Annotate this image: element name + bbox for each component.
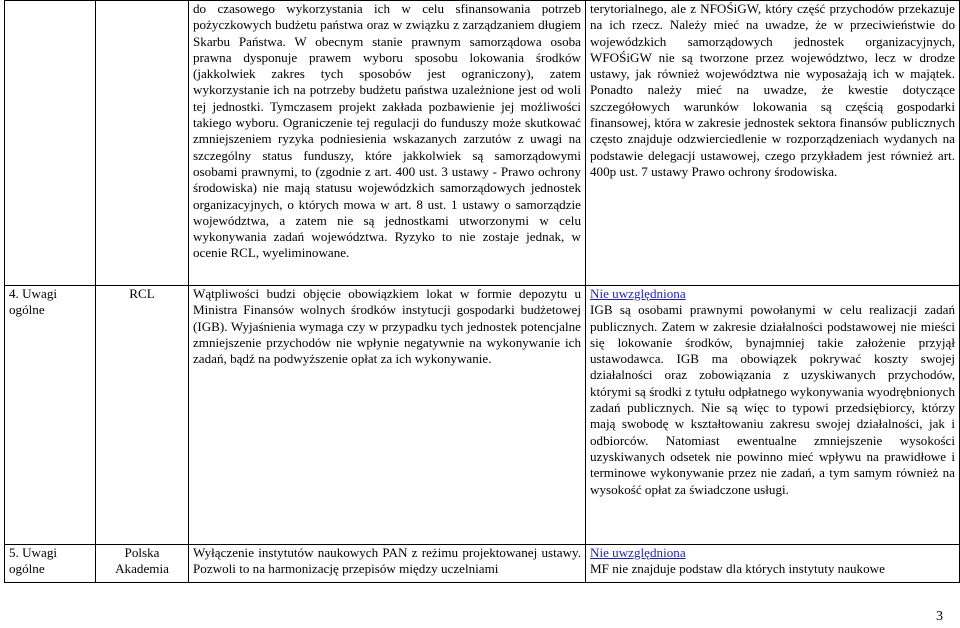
author-cell (96, 1, 189, 286)
response-cell (586, 1, 960, 286)
response-cell (586, 545, 960, 583)
response-text: IGB są osobami prawnymi powołanymi w celu realizacji zadań publicznych. Zatem w zakresie działalności podstawowej nie mieści się lokowanie środków, bynajmniej takie założenie przyjął ustawodawca. IGB ma obowiązek pokrywać koszty swojej działalności oraz zobowiązania z uzyskiwanych przychodów, którymi są środki z tytułu odpłatnego wykonywania wyodrębnionych zadań publicznych. Nie są więc to typowi przedsiębiorcy, którzy mają swobodę w kształtowaniu zakresu swojej działalności, jak i odbiorców. Natomiast ewentualne zmniejszenie wysokości uzyskiwanych odsetek nie powinno mieć wpływu na prawidłowe i terminowe wykonywanie przez nie zadań, a tym samym również na wysokość opłat za świadczone usługi. (590, 302, 955, 497)
comments-table (4, 0, 960, 583)
row-number-cell: 4. Uwagi ogólne (5, 286, 96, 545)
comment-cell: Wątpliwości budzi objęcie obowiązkiem lokat w formie depozytu u Ministra Finansów wolnych środków instytucji gospodarki budżetowej (IGB). Wyjaśnienia wymaga czy w przypadku tych jednostek potencjalne zmniejszenie przychodów nie wpłynie negatywnie na wykonywanie ich zadań, bądź na podwyższenie opłat za ich wykonywanie. (189, 286, 586, 545)
comment-cell: do czasowego wykorzystania ich w celu sfinansowania potrzeb pożyczkowych budżetu państwa oraz w związku z zarządzaniem długiem Skarbu Państwa. W obecnym stanie prawnym samorządowa osoba prawna dysponuje prawem wyboru sposobu lokowania środków (jakkolwiek zakres tych sposobów jest ograniczony), zatem wykorzystanie ich na potrzeby budżetu państwa uzależnione jest od woli tej jednostki. Tymczasem projekt zakłada pozbawienie jej możliwości takiego wyboru. Ograniczenie tej regulacji do funduszy może skutkować zmniejszeniem ryzyka podniesienia wskazanych zarzutów z uwagi na szczególny status funduszy, które jakkolwiek są samorządowymi osobami prawnymi, to (zgodnie z art. 400 ust. 3 ustawy - Prawo ochrony środowiska) nie mają statusu wojewódzkich samorządowych jednostek organizacyjnych, o których mowa w art. 8 ust. 1 ustawy o samorządzie województwa, a zatem nie są jednostkami utworzonymi w celu wykonywania zadań województwa. Ryzyko to nie zostaje jednak, w ocenie RCL, wyeliminowane. (189, 1, 586, 286)
response-text: terytorialnego, ale z NFOŚiGW, który część przychodów przekazuje na ich rzecz. Należy mieć na uwadze, że w przeciwieństwie do wojewódzkich samorządowych jednostek organizacyjnych, WFOŚiGW nie są tworzone przez województwo, lecz w drodze ustawy, jak również województwa nie wyposażają ich w majątek. Ponadto należy mieć na uwadze, że kwestie dotyczące szczegółowych warunków lokowania są częścią gospodarki finansowej, która w zakresie jednostek sektora finansów publicznych często znajduje odzwierciedlenie w rozporządzeniach wydanych na podstawie delegacji ustawowej, czego przykładem jest również art. 400p ust. 7 ustawy Prawo ochrony środowiska. (590, 1, 955, 179)
comment-cell: Wyłączenie instytutów naukowych PAN z reżimu projektowanej ustawy. Pozwoli to na harmonizację przepisów między uczelniami (189, 545, 586, 583)
author-cell: RCL (96, 286, 189, 545)
author-cell: Polska Akademia (96, 545, 189, 583)
page-number: 3 (936, 609, 943, 624)
table-row (5, 1, 960, 286)
table-row (5, 286, 960, 545)
table-row (5, 545, 960, 583)
response-text: MF nie znajduje podstaw dla których instytuty naukowe (590, 561, 885, 577)
row-number-cell (5, 1, 96, 286)
row-number-cell: 5. Uwagi ogólne (5, 545, 96, 583)
response-status: Nie uwzględniona (590, 545, 686, 560)
response-status: Nie uwzględniona (590, 286, 686, 301)
response-cell (586, 286, 960, 545)
